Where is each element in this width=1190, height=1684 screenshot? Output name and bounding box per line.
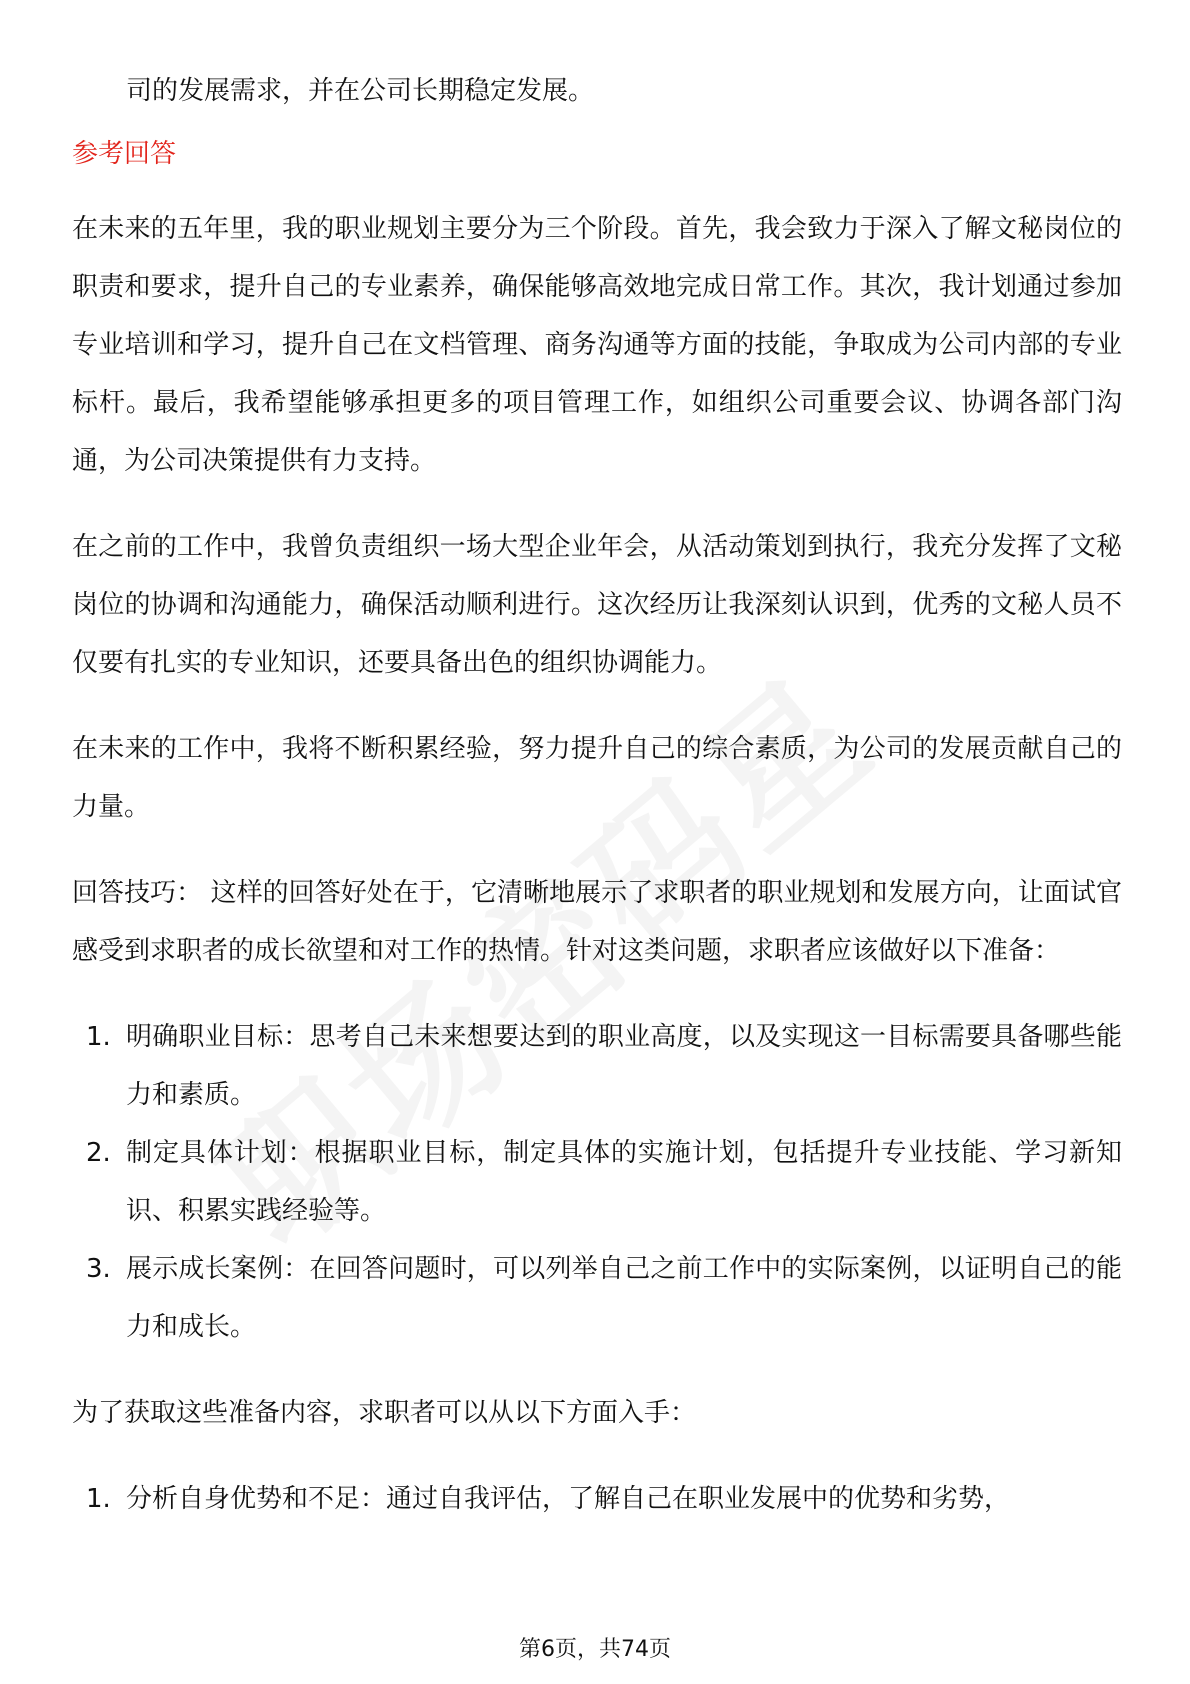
paragraph-career-plan: 在未来的五年里，我的职业规划主要分为三个阶段。首先，我会致力于深入了解文秘岗位的职责和要求，提升自己的专业素养，确保能够高效地完成日常工作。其次，我计划通过参加专业培训和学习，提升自己在文档管理、商务沟通等方面的技能，争取成为公司内部的专业标杆。最后，我希望能够承担更多的项目管理工作，如组织公司重要会议、协调各部门沟通，为公司决策提供有力支持。 <box>72 214 1122 476</box>
list-item-text: 制定具体计划：根据职业目标，制定具体的实施计划，包括提升专业技能、学习新知识、积累实践经验等。 <box>126 1138 1122 1226</box>
list-number: 2. <box>86 1138 111 1168</box>
section-heading: 参考回答 <box>72 139 177 169</box>
page-footer: 第6页，共74页 <box>519 1637 671 1662</box>
paragraph-approach: 为了获取这些准备内容，求职者可以从以下方面入手： <box>72 1398 697 1428</box>
paragraph-tips: 回答技巧： 这样的回答好处在于，它清晰地展示了求职者的职业规划和发展方向，让面试官感受到求职者的成长欲望和对工作的热情。针对这类问题，求职者应该做好以下准备： <box>72 878 1122 966</box>
paragraph-future: 在未来的工作中，我将不断积累经验，努力提升自己的综合素质，为公司的发展贡献自己的力量。 <box>72 734 1122 822</box>
list-item <box>72 1124 1122 1240</box>
list-item-text: 明确职业目标：思考自己未来想要达到的职业高度，以及实现这一目标需要具备哪些能力和素质。 <box>126 1022 1122 1110</box>
list-item <box>72 1240 1122 1356</box>
list-item <box>72 1470 1122 1528</box>
list-item-text: 展示成长案例：在回答问题时，可以列举自己之前工作中的实际案例，以证明自己的能力和成长。 <box>126 1254 1122 1342</box>
list-item-text: 分析自身优势和不足：通过自我评估，了解自己在职业发展中的优势和劣势， <box>126 1484 1011 1514</box>
list-number: 3. <box>86 1254 111 1284</box>
intro-continuation: 司的发展需求，并在公司长期稳定发展。 <box>126 76 595 106</box>
page-content <box>72 62 1122 1556</box>
approach-list <box>72 1470 1122 1528</box>
list-item <box>72 1008 1122 1124</box>
preparation-list <box>72 1008 1122 1356</box>
paragraph-experience: 在之前的工作中，我曾负责组织一场大型企业年会，从活动策划到执行，我充分发挥了文秘岗位的协调和沟通能力，确保活动顺利进行。这次经历让我深刻认识到，优秀的文秘人员不仅要有扎实的专业知识，还要具备出色的组织协调能力。 <box>72 532 1122 678</box>
list-number: 1. <box>86 1022 111 1052</box>
list-number: 1. <box>86 1484 111 1514</box>
